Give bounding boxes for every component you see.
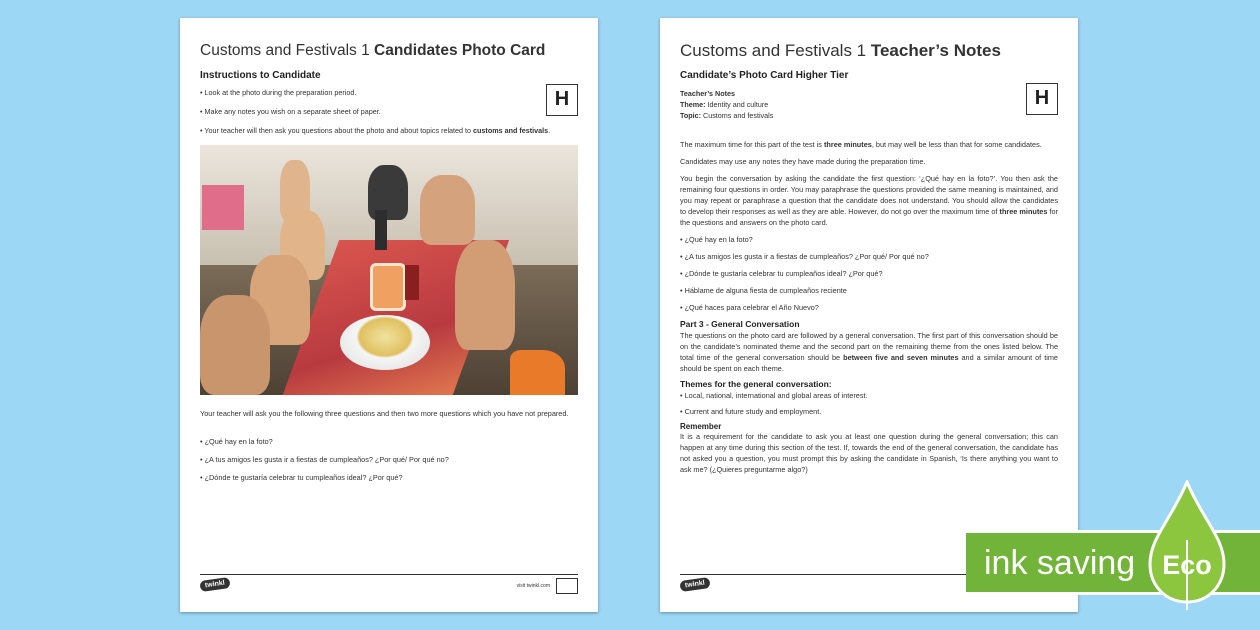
question-item: • ¿Qué hay en la foto? — [680, 235, 753, 244]
higher-tier-badge: H — [1026, 83, 1058, 115]
question-item: • ¿Qué hay en la foto? — [200, 437, 273, 446]
quality-stamp-icon — [556, 578, 578, 594]
question-item: • ¿A tus amigos les gusta ir a fiestas de cumpleaños? ¿Por qué/ Por qué no? — [200, 455, 449, 464]
instruction-item: • Look at the photo during the preparation period. — [200, 88, 357, 97]
instructions-heading: Instructions to Candidate — [200, 70, 321, 81]
twinkl-logo: twinkl — [679, 577, 710, 592]
remember-heading: Remember — [680, 422, 722, 431]
candidate-photo-card — [180, 18, 598, 612]
footer-url: visit twinkl.com — [516, 583, 550, 589]
left-card-footer — [200, 574, 578, 594]
instruction-item: • Make any notes you wish on a separate sheet of paper. — [200, 107, 381, 116]
ink-saving-label: ink saving — [984, 544, 1136, 582]
question-item: • Háblame de alguna fiesta de cumpleaños reciente — [680, 286, 847, 295]
left-card-title: Customs and Festivals 1 Candidates Photo Card — [200, 42, 546, 59]
part3-heading: Part 3 - General Conversation — [680, 319, 800, 329]
higher-tier-badge: H — [546, 84, 578, 116]
theme-item: • Local, national, international and global areas of interest. — [680, 391, 868, 400]
question-item: • ¿Dónde te gustaría celebrar tu cumpleaños ideal? ¿Por qué? — [680, 269, 883, 278]
question-item: • ¿Qué haces para celebrar el Año Nuevo? — [680, 303, 819, 312]
notes-body: The maximum time for this part of the test is three minutes, but may well be less than that for some candidates. Candidates may use any notes they have made during the preparation time. You begin the conversation by asking the candidate the first question: ‘¿Qué hay en la foto?’. You then ask the remaining four questions in order. You may paraphrase the questions provided the same meaning is maintained, and you may repeat or paraphrase a question that the candidate does not understand. You should allow the candidates to develop their responses as well as they are able. However, do not go over the maximum time of three minutes for the questions and answers on the photo card. • ¿Qué hay en la foto? • ¿A tus amigos les gusta ir a fiestas de cumpleaños? ¿Por qué/ Por qué no? • ¿Dónde te gustaría celebrar tu cumpleaños ideal? ¿Por qué? • Háblame de alguna fiesta de cumpleaños reciente • ¿Qué haces para celebrar el Año Nuevo? Part 3 - General Conversation The questions on the photo card are followed by a general conversation. The first part of this conversation should be on the candidate’s nominated theme and the second part on the remaining theme from the ones listed below. The total time of the general conversation should be between five and seven minutes and a similar amount of time should be spent on each theme. Themes for the general conversation: • Local, national, international and global areas of interest. • Current and future study and employment. Remember It is a requirement for the candidate to ask you at least one question during the general conversation; this can happen at any time during this section of the test. If, towards the end of the general conversation, the candidate has not asked you a question, you must prompt this by asking the candidate in Spanish, ‘Is there anything you want to ask me? (¿Quieres preguntarme algo?) — [680, 140, 1058, 474]
instruction-item: • Your teacher will then ask you questions about the photo and about topics related to customs and festivals. — [200, 126, 551, 135]
right-card-subtitle: Candidate’s Photo Card Higher Tier — [680, 70, 849, 81]
question-item: • ¿A tus amigos les gusta ir a fiestas de cumpleaños? ¿Por qué/ Por qué no? — [680, 252, 929, 261]
remember-text: It is a requirement for the candidate to ask you at least one question during the general conversation; this can happen at any time during this section of the test. If, towards the end of the general conversation, the candidate has not asked you a question, you must prompt this by asking the candidate in Spanish, ‘Is there anything you want to ask me? (¿Quieres preguntarme algo?) — [680, 432, 1058, 474]
eco-leaf-icon — [1148, 480, 1226, 610]
themes-heading: Themes for the general conversation: — [680, 379, 832, 389]
birthday-party-photo — [200, 145, 578, 395]
teachers-notes-card — [660, 18, 1078, 612]
meta-block: Teacher’s Notes Theme: Identity and culture Topic: Customs and festivals — [680, 89, 774, 120]
questions-intro: Your teacher will ask you the following three questions and then two more questions which you have not prepared. — [200, 409, 569, 418]
theme-item: • Current and future study and employment. — [680, 407, 822, 416]
question-item: • ¿Dónde te gustaría celebrar tu cumpleaños ideal? ¿Por qué? — [200, 473, 403, 482]
right-card-title: Customs and Festivals 1 Teacher’s Notes — [680, 41, 1001, 60]
twinkl-logo: twinkl — [199, 577, 230, 592]
eco-label: Eco — [1162, 550, 1212, 580]
